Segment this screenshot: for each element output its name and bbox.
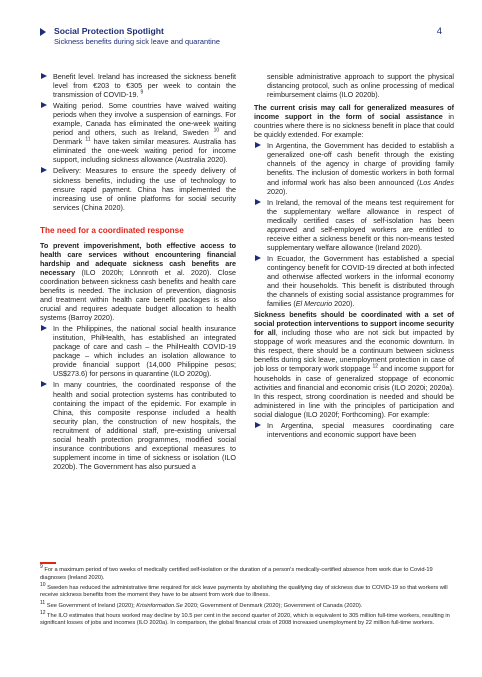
bullet-argentina-cash	[254, 141, 454, 195]
bullet-text: In Ecuador, the Government has established a special contingency benefit for COVID-19 directed at both infected and otherwise affected workers in the informal economy and their households. This benefit is distributed through the channels of existing social assistance programmes for families (	[267, 253, 454, 309]
left-column	[40, 72, 236, 473]
footnote-text: 2020; Government of Denmark (2020); Government of Canada (2020).	[182, 602, 363, 609]
bullet-text: 2020).	[332, 299, 355, 309]
footnote-12	[40, 609, 452, 628]
header-bullet-icon	[40, 28, 46, 36]
bullet-text: Delivery: Measures to ensure the speedy delivery of sickness benefits, including the use of technology to ensure rapid payment. China has implemented the increasing use of online platforms for social security services (China 2020).	[53, 166, 236, 212]
bullet-text: 2020).	[267, 186, 288, 196]
footnote-number: 9	[40, 564, 43, 571]
right-column	[254, 72, 454, 441]
paragraph-continuation: sensible administrative approach to support the physical distancing protocol, such as online processing of medical reimbursement claims (ILO 2020b).	[267, 72, 454, 100]
footnote-11	[40, 599, 452, 611]
footnote-number: 11	[40, 599, 46, 606]
paragraph-social-assistance	[254, 103, 454, 139]
footnote-italic: Krisinformation.Se	[136, 602, 183, 609]
paragraph-income-security	[254, 310, 454, 419]
bullet-text: In Argentina, special measures coordinating care interventions and economic support have been	[267, 420, 454, 439]
bold-lead: Sickness benefits should be coordinated with a set of social protection interventions to support income security for all	[254, 310, 454, 338]
bullet-china	[40, 380, 236, 470]
footnotes	[40, 564, 452, 631]
footnote-ref[interactable]: 12	[372, 364, 379, 371]
bullet-text: and Denmark	[53, 128, 237, 147]
footnote-number: 12	[40, 609, 46, 616]
bullet-benefit-level	[40, 72, 236, 99]
paragraph-text: and income support for households in case of generalized stoppage of economic activities and financial and economic crisis (ILO 2020i; 2020a). In this respect, strong coordination is needed and should be administered in line with the principles of participation and social dialogue (ILO 2020f; Forthcoming). For example:	[254, 364, 455, 419]
footnote-text: See Government of Ireland (2020);	[46, 602, 137, 609]
footnote-ref[interactable]: 11	[85, 136, 91, 143]
triangle-bullet-icon	[255, 255, 261, 261]
paragraph-text: , including those who are not sick but impacted by stoppage of work measures and the economic downturn. In this respect, there should be a continuum between sickness benefits during sick leave, unemployment protection in case of job loss or temporary work stoppage	[254, 328, 454, 374]
bullet-text: Benefit level. Ireland has increased the sickness benefit level from €203 to €305 per week to contain the transmission of COVID-19.	[53, 72, 236, 100]
footnote-number: 10	[40, 581, 46, 588]
header-subtitle: Sickness benefits during sick leave and quarantine	[54, 37, 220, 46]
paragraph-text: (ILO 2020h; Lönnroth et al. 2020). Close coordination between sickness cash benefits and health care benefits is needed. The inclusion of prevention, diagnosis and treatment within health care benefit packages is also crucial and requires adequate budget allocation to health systems (Barroy 2020).	[40, 267, 236, 323]
triangle-bullet-icon	[255, 199, 261, 205]
paragraph-coordinated	[40, 241, 236, 322]
source-italic: El Mercurio	[295, 299, 333, 309]
bullet-text: In many countries, the coordinated response of the health and social protection systems has contributed to containing the impact of the epidemic. For example in China, this composite response included a health security plan, the construction of new hospitals, the recruitment of additional staff, pre-existing universal social health protection programmes, modified social insurance contributions and exceptional measures to supplement income in time of sickness or isolation (ILO 2020b). The Government has also pursued a	[53, 380, 236, 471]
triangle-bullet-icon	[255, 142, 261, 148]
triangle-bullet-icon	[41, 102, 47, 108]
footnote-text: The ILO estimates that hours worked may decline by 10.5 per cent in the second quarter of 2020, which is equivalent to 305 million full-time workers, resulting in significant losses of jobs and incomes (ILO 2020a). In comparison, the global financial crisis of 2008 increased unemployment by 22 million full-time workers.	[40, 612, 450, 627]
triangle-bullet-icon	[255, 422, 261, 428]
bullet-ireland	[254, 198, 454, 252]
bullet-text: In Ireland, the removal of the means test requirement for the supplementary welfare allowance in respect of medically certified cases of self-isolation has been approved and self-employed workers are entitled to receive either a sickness benefit or this non-means tested supplementary welfare allowance (Ireland 2020).	[267, 197, 454, 252]
paragraph-text: in countries where there is no sickness benefit in place that could be quickly extended. For example:	[254, 112, 454, 140]
bullet-text: In the Philippines, the national social health insurance institution, PhilHealth, has established an integrated package of care and cash – the PhilHealth COVID-19 package – which includes an isolation allowance to provide financial support (14,000 Philippine pesos; US$273.6) for persons in quarantine (ILO 2020g).	[53, 324, 236, 379]
bullet-argentina-care	[254, 421, 454, 439]
bullet-waiting-period	[40, 101, 236, 164]
bullet-text: have taken similar measures. Australia has eliminated the one-week waiting period for income support, including sickness allowance (Australia 2020).	[53, 137, 236, 165]
header-title: Social Protection Spotlight	[54, 26, 164, 36]
footnote-9	[40, 564, 452, 582]
bullet-philippines	[40, 324, 236, 378]
section-heading: The need for a coordinated response	[40, 225, 184, 235]
triangle-bullet-icon	[41, 73, 47, 79]
footnote-text: For a maximum period of two weeks of medically certified self-isolation or the duration of a person's medically-certified absence from work due to Covid-19 diagnoses (Ireland 2020).	[40, 567, 433, 581]
bold-lead: To prevent impoverishment, both effective access to health care services without encountering financial hardship and adequate sickness cash benefits are necessary	[40, 240, 236, 277]
footnote-ref[interactable]: 10	[213, 127, 220, 134]
footnote-10	[40, 581, 452, 600]
bullet-ecuador	[254, 254, 454, 308]
bullet-text: In Argentina, the Government has decided to establish a generalized one-off cash benefit through the existing channels of the agency in charge of providing family benefits. The inclusion of domestic workers in both formal and informal work has also been announced (	[267, 141, 454, 187]
triangle-bullet-icon	[41, 167, 47, 173]
triangle-bullet-icon	[41, 381, 47, 387]
bold-lead: The current crisis may call for generalized measures of income support in the form of social assistance	[254, 103, 454, 122]
triangle-bullet-icon	[41, 325, 47, 331]
footnote-ref[interactable]: 9	[140, 89, 144, 96]
page-number: 4	[436, 26, 442, 37]
bullet-text: Waiting period. Some countries have waived waiting periods when they involve a suspension of earnings. For example, Canada has eliminated the one-week waiting period and others, such as Ireland, Sweden	[53, 101, 236, 138]
footnote-text: Sweden has reduced the administrative time required for sick leave payments by abolishing the qualifying day of sickness due to COVID-19 so that workers will receive sickness benefits from the moment they have to be absent from work due to illness.	[40, 584, 448, 599]
bullet-delivery	[40, 166, 236, 211]
source-italic: Los Andes	[419, 177, 454, 187]
